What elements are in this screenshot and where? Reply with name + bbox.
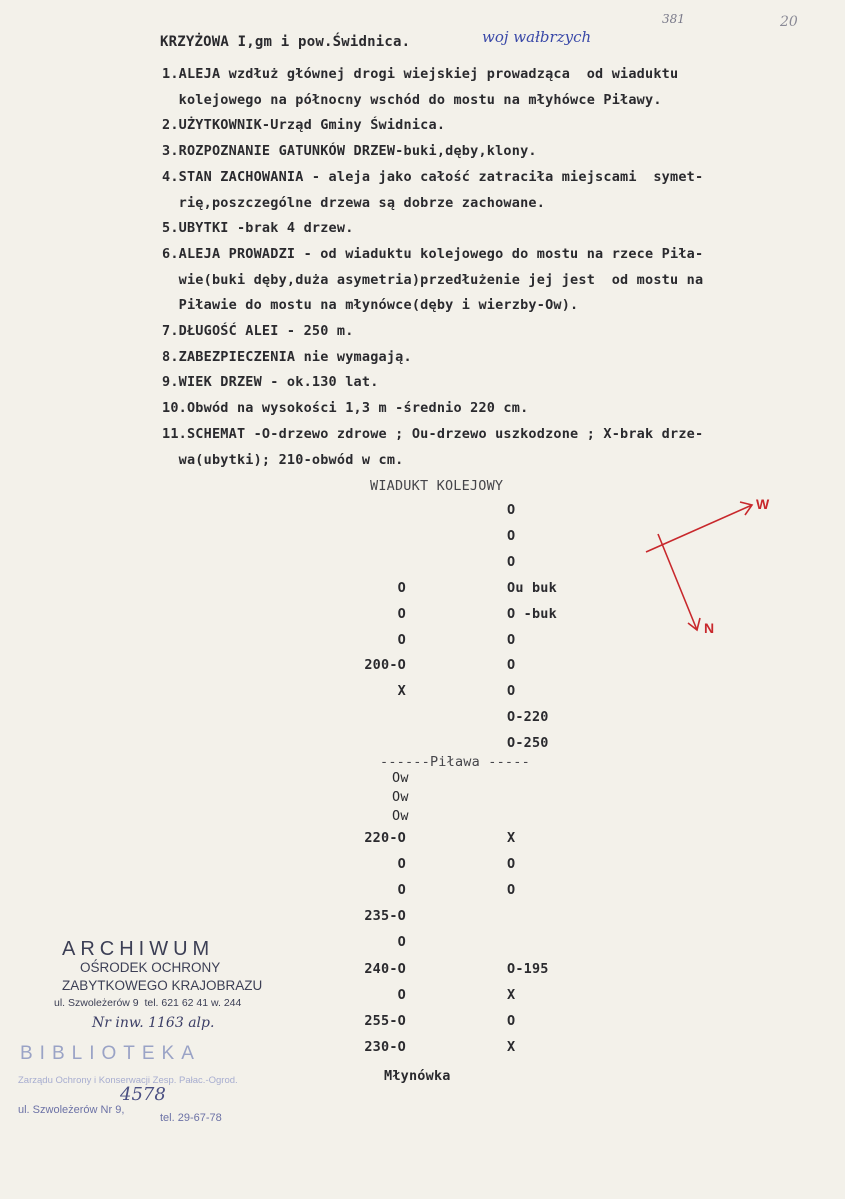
archiwum-stamp-title: ARCHIWUM (62, 938, 215, 960)
west-label: W (756, 496, 770, 512)
handwritten-inventory-number: Nr inw. 1163 alp. (92, 1015, 215, 1031)
item-1-line-2: kolejowego na północny wschód do mostu na młyhówce Piławy. (162, 91, 662, 108)
schema-left-tree: O (397, 579, 406, 596)
schema-left-tree: O (397, 882, 406, 899)
schema-right-tree: Ou buk (507, 579, 557, 596)
biblioteka-stamp-line2: ul. Szwoleżerów Nr 9, (18, 1104, 125, 1116)
biblioteka-stamp-title: BIBLIOTEKA (20, 1043, 201, 1064)
schema-left-tree: O (397, 631, 406, 648)
item-11-line-2: wa(ubytki); 210-obwód w cm. (162, 451, 404, 468)
schema-river-label: ------Piława ----- (380, 754, 530, 770)
north-arrow-line (658, 534, 697, 630)
west-arrowhead (740, 502, 752, 515)
schema-right-tree: O (507, 856, 516, 873)
item-5-line-1: 5.UBYTKI -brak 4 drzew. (162, 220, 354, 237)
schema-right-tree: O (507, 683, 516, 700)
handwritten-voivodeship: woj wałbrzych (482, 28, 592, 46)
schema-right-tree: O (507, 553, 516, 570)
west-arrow-line (646, 505, 752, 552)
schema-ow-tree: Ow (392, 808, 409, 824)
biblioteka-stamp-line1: Zarządu Ochrony i Konserwacji Zesp. Pałac.-Ogrod. (18, 1075, 238, 1086)
schema-left-tree: X (397, 683, 406, 700)
schema-top-label: WIADUKT KOLEJOWY (370, 478, 504, 494)
schema-ow-tree: Ow (392, 789, 409, 805)
schema-right-tree: O (507, 882, 516, 899)
schema-right-tree: O (507, 527, 516, 544)
schema-bottom-label: Młynówka (384, 1068, 451, 1084)
item-6-line-1: 6.ALEJA PROWADZI - od wiaduktu kolejowego do mostu na rzece Piła- (162, 245, 704, 262)
schema-right-tree: X (507, 830, 516, 846)
item-4-line-2: rię,poszczególne drzewa są dobrze zachowane. (162, 194, 546, 211)
schema-right-tree: O (507, 502, 516, 518)
north-arrowhead (688, 618, 700, 630)
item-4-line-1: 4.STAN ZACHOWANIA - aleja jako całość zatraciła miejscami symet- (162, 168, 704, 185)
item-2-line-1: 2.UŻYTKOWNIK-Urząd Gminy Świdnica. (162, 117, 446, 134)
item-9-line-1: 9.WIEK DRZEW - ok.130 lat. (162, 374, 379, 391)
page-number: 20 (780, 14, 798, 30)
schema-right-tree: O (507, 631, 516, 648)
item-7-line-1: 7.DŁUGOŚĆ ALEI - 250 m. (162, 323, 354, 339)
handwritten-library-number: 4578 (120, 1084, 166, 1105)
schema-left-tree: 240-O (364, 960, 406, 977)
schema-right-tree: O-220 (507, 709, 549, 726)
schema-left-tree: 255-O (364, 1012, 406, 1029)
page-number-archive: 381 (662, 12, 685, 26)
archiwum-stamp-line1: OŚRODEK OCHRONY (80, 960, 221, 975)
item-3-line-1: 3.ROZPOZNANIE GATUNKÓW DRZEW-buki,dęby,klony. (162, 143, 537, 160)
schema-left-tree: O (397, 934, 406, 951)
schema-ow-tree: Ow (392, 770, 409, 786)
schema-left-tree: O (397, 605, 406, 622)
document-title: KRZYŻOWA I,gm i pow.Świdnica. (160, 34, 411, 50)
compass-arrows (646, 502, 752, 630)
schema-right-tree: O (507, 657, 516, 674)
schema-left-tree: O (397, 986, 406, 1003)
schema-right-tree: O-250 (507, 735, 549, 752)
schema-right-tree: X (507, 986, 516, 1003)
schema-left-tree: 230-O (364, 1038, 406, 1055)
biblioteka-stamp-line3: tel. 29-67-78 (160, 1112, 222, 1124)
item-10-line-1: 10.Obwód na wysokości 1,3 m -średnio 220 cm. (162, 400, 529, 417)
schema-right-tree: O (507, 1012, 516, 1029)
archiwum-stamp-line3: ul. Szwoleżerów 9 tel. 621 62 41 w. 244 (54, 997, 242, 1009)
schema-left-tree: 235-O (364, 908, 406, 925)
schema-right-tree: O-195 (507, 960, 549, 977)
item-1-line-1: 1.ALEJA wzdłuż głównej drogi wiejskiej prowadząca od wiaduktu (162, 66, 679, 82)
schema-left-tree: 220-O (364, 830, 406, 846)
item-6-line-3: Piławie do mostu na młynówce(dęby i wierzby-Ow). (162, 297, 579, 314)
item-8-line-1: 8.ZABEZPIECZENIA nie wymagają. (162, 348, 412, 365)
archiwum-stamp-line2: ZABYTKOWEGO KRAJOBRAZU (62, 978, 263, 993)
item-6-line-2: wie(buki dęby,duża asymetria)przedłużenie jej jest od mostu na (162, 271, 704, 288)
schema-right-tree: O -buk (507, 605, 557, 622)
schema-left-tree: O (397, 856, 406, 873)
north-label: N (704, 620, 715, 636)
schema-right-tree: X (507, 1038, 516, 1055)
item-11-line-1: 11.SCHEMAT -O-drzewo zdrowe ; Ou-drzewo uszkodzone ; X-brak drze- (162, 425, 704, 442)
schema-left-tree: 200-O (364, 657, 406, 674)
